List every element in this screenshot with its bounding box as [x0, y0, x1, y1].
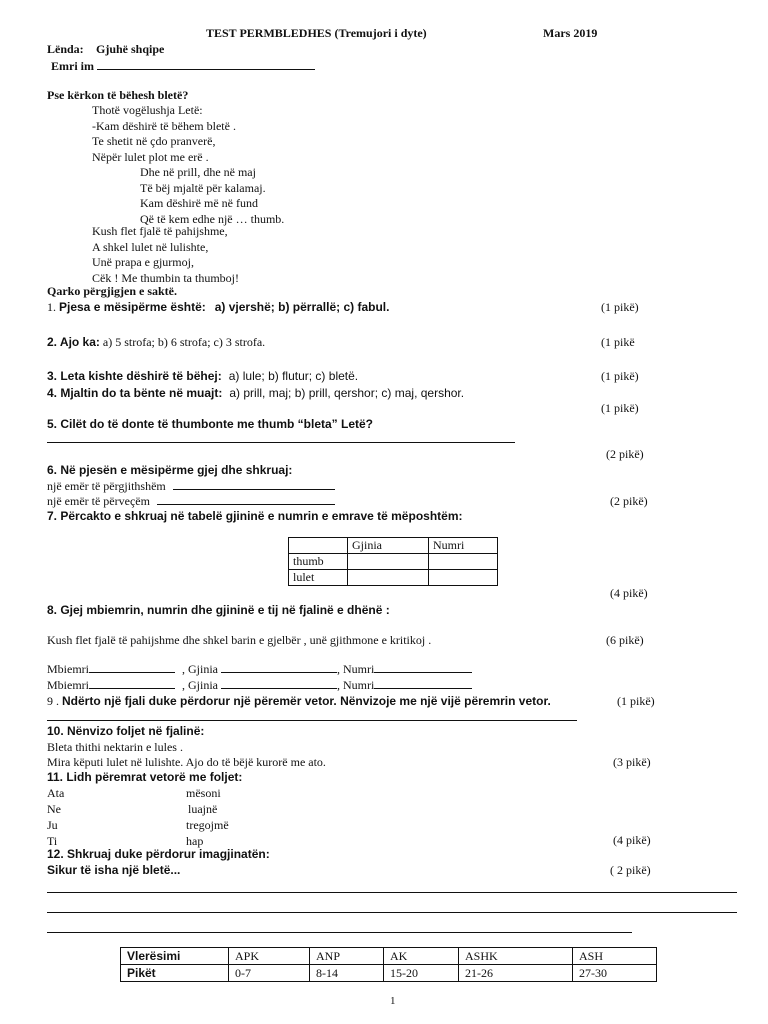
q11-pronouns	[47, 785, 64, 849]
verb-item[interactable]: mësoni	[186, 786, 221, 800]
score-header-piket: Pikët	[121, 965, 229, 982]
score-table	[120, 947, 657, 982]
mbiemri-input-line[interactable]	[89, 678, 175, 689]
q9-text: Ndërto një fjali duke përdorur një përemër vetor. Nënvizoje me një vijë përemrin vetor.	[62, 694, 551, 708]
q7-cell-input[interactable]	[348, 554, 429, 570]
q10-sentence-1[interactable]: Bleta thithi nektarin e lules .	[47, 740, 183, 754]
mbiemri-label: Mbiemri	[47, 662, 89, 676]
q12-answer-line[interactable]	[47, 932, 632, 933]
q7-cell-input[interactable]	[429, 570, 498, 586]
numri-input-line[interactable]	[374, 662, 472, 673]
subject-label: Lënda:	[47, 42, 84, 56]
q8-sentence: Kush flet fjalë të pahijshme dhe shkel barin e gjelbër , unë gjithmone e kritikoj .	[47, 633, 432, 647]
q3-text: 3. Leta kishte dëshirë të bëhej:	[47, 369, 222, 383]
poem-line: Dhe në prill, dhe në maj	[140, 165, 256, 179]
q9-number: 9 .	[47, 694, 59, 708]
q7-table	[288, 537, 498, 586]
q7-row-thumb: thumb	[289, 554, 348, 570]
q10-sentence-2[interactable]: Mira këputi lulet në lulishte. Ajo do të bëjë kurorë me ato.	[47, 755, 326, 769]
q7-col-gjinia: Gjinia	[348, 538, 429, 554]
q7-points: (4 pikë)	[610, 586, 648, 600]
score-cell: ANP	[310, 948, 384, 965]
score-cell: AK	[384, 948, 459, 965]
poem-line: -Kam dëshirë të bëhem bletë .	[92, 118, 236, 133]
score-cell: ASHK	[459, 948, 573, 965]
score-cell: 27-30	[573, 965, 657, 982]
score-cell: 21-26	[459, 965, 573, 982]
poem-line: Të bëj mjaltë për kalamaj.	[140, 180, 266, 195]
q6-points: (2 pikë)	[610, 494, 648, 508]
q7-cell-input[interactable]	[348, 570, 429, 586]
poem-line: Te shetit në çdo pranverë,	[92, 134, 216, 148]
numri-input-line[interactable]	[374, 678, 472, 689]
question-2	[47, 335, 265, 349]
question-11: 11. Lidh përemrat vetorë me foljet:	[47, 770, 243, 784]
test-title: TEST PERMBLEDHES (Tremujori i dyte)	[206, 26, 427, 40]
q9-answer-line[interactable]	[47, 720, 577, 721]
poem-stanza-3	[92, 224, 239, 286]
test-date: Mars 2019	[543, 26, 598, 40]
poem-line: Nëpër lulet plot me erë .	[92, 149, 209, 164]
poem-line: Unë prapa e gjurmoj,	[92, 255, 194, 269]
q6-line-1-label: një emër të përgjithshëm	[47, 479, 166, 493]
verb-item[interactable]: tregojmë	[186, 818, 229, 832]
q3-options[interactable]: a) lule; b) flutur; c) bletë.	[228, 369, 359, 383]
question-10: 10. Nënvizo foljet në fjalinë:	[47, 724, 205, 738]
pronoun-item[interactable]: Ne	[47, 802, 61, 816]
score-cell: 15-20	[384, 965, 459, 982]
q12-prompt: Sikur të isha një bletë...	[47, 863, 181, 877]
page-number: 1	[390, 995, 396, 1007]
mbiemri-label: Mbiemri	[47, 678, 89, 692]
name-row	[51, 59, 315, 73]
question-5: 5. Cilët do të donte të thumbonte me thumb “bleta” Letë?	[47, 417, 374, 431]
subject-value: Gjuhë shqipe	[96, 42, 165, 56]
q7-row-lulet: lulet	[289, 570, 348, 586]
q1-text: Pjesa e mësipërme është:	[59, 300, 206, 314]
name-label: Emri im	[51, 59, 94, 73]
q1-points: (1 pikë)	[601, 300, 639, 314]
question-1	[47, 300, 389, 314]
q5-answer-line[interactable]	[47, 442, 515, 443]
q6-answer-line-2[interactable]	[157, 494, 335, 505]
q1-options[interactable]: a) vjershë; b) përrallë; c) fabul.	[214, 300, 390, 314]
q2-text: 2. Ajo ka:	[47, 335, 100, 349]
poem-stanza-1	[92, 103, 236, 165]
q5-points: (2 pikë)	[606, 447, 644, 461]
q6-line-2	[47, 494, 335, 508]
poem-line: A shkel lulet në lulishte,	[92, 239, 209, 254]
q12-points: ( 2 pikë)	[610, 863, 651, 877]
q7-cell-input[interactable]	[429, 554, 498, 570]
poem-line: Thotë vogëlushja Letë:	[92, 103, 203, 117]
poem-line: Që të kem edhe një … thumb.	[140, 211, 285, 226]
name-input-line[interactable]	[97, 59, 315, 70]
poem-line: Kush flet fjalë të pahijshme,	[92, 224, 228, 238]
q10-points: (3 pikë)	[613, 755, 651, 769]
poem-line: Cëk ! Me thumbin ta thumboj!	[92, 270, 239, 285]
q8-answer-row-2	[47, 678, 472, 692]
q4-text: 4. Mjaltin do ta bënte në muajt:	[47, 386, 223, 400]
pronoun-item[interactable]: Ata	[47, 786, 65, 800]
q3-points: (1 pikë)	[601, 369, 639, 383]
q4-options[interactable]: a) prill, maj; b) prill, qershor; c) maj, qershor.	[229, 386, 465, 400]
q6-line-2-label: një emër të përveçëm	[47, 494, 150, 508]
q12-answer-line[interactable]	[47, 912, 737, 913]
q7-empty-header	[289, 538, 348, 554]
question-3	[47, 369, 358, 383]
q9-points: (1 pikë)	[617, 694, 655, 708]
q7-col-numri: Numri	[429, 538, 498, 554]
q8-answer-row-1	[47, 662, 472, 676]
q8-points: (6 pikë)	[606, 633, 644, 647]
score-table-row	[121, 948, 657, 965]
poem-line: Kam dëshirë më në fund	[140, 196, 258, 210]
gjinia-input-line[interactable]	[221, 678, 337, 689]
q12-answer-line[interactable]	[47, 892, 737, 893]
gjinia-label: , Gjinia	[182, 662, 218, 676]
poem-title: Pse kërkon të bëhesh bletë?	[47, 88, 189, 102]
q2-points: (1 pikë	[601, 335, 635, 349]
score-cell: ASH	[573, 948, 657, 965]
numri-label: , Numri	[337, 662, 375, 676]
score-cell: 0-7	[229, 965, 310, 982]
pronoun-item[interactable]: Ju	[47, 818, 58, 832]
q4-points: (1 pikë)	[601, 401, 639, 415]
score-table-row	[121, 965, 657, 982]
score-header-vleresimi: Vlerësimi	[121, 948, 229, 965]
q2-options[interactable]: a) 5 strofa; b) 6 strofa; c) 3 strofa.	[102, 335, 266, 349]
q6-answer-line-1[interactable]	[173, 479, 335, 490]
question-6: 6. Në pjesën e mësipërme gjej dhe shkruaj:	[47, 463, 293, 477]
numri-label: , Numri	[337, 678, 375, 692]
mbiemri-input-line[interactable]	[89, 662, 175, 673]
question-7: 7. Përcakto e shkruaj në tabelë gjininë e numrin e emrave të mëposhtëm:	[47, 509, 463, 523]
q6-line-1	[47, 479, 335, 493]
score-cell: 8-14	[310, 965, 384, 982]
q11-verbs	[186, 785, 229, 849]
question-9	[47, 694, 551, 708]
gjinia-input-line[interactable]	[221, 662, 337, 673]
question-4	[47, 386, 464, 400]
verb-item[interactable]: luajnë	[188, 802, 218, 816]
gjinia-label: , Gjinia	[182, 678, 218, 692]
question-8: 8. Gjej mbiemrin, numrin dhe gjininë e tij në fjalinë e dhënë :	[47, 603, 390, 617]
q11-points: (4 pikë)	[613, 833, 651, 847]
instruction: Qarko përgjigjen e saktë.	[47, 284, 177, 298]
question-12: 12. Shkruaj duke përdorur imagjinatën:	[47, 847, 270, 861]
q1-number: 1.	[47, 300, 56, 314]
verb-item[interactable]: hap	[186, 834, 204, 848]
pronoun-item[interactable]: Ti	[47, 834, 58, 848]
poem-stanza-2	[140, 165, 284, 227]
score-cell: APK	[229, 948, 310, 965]
